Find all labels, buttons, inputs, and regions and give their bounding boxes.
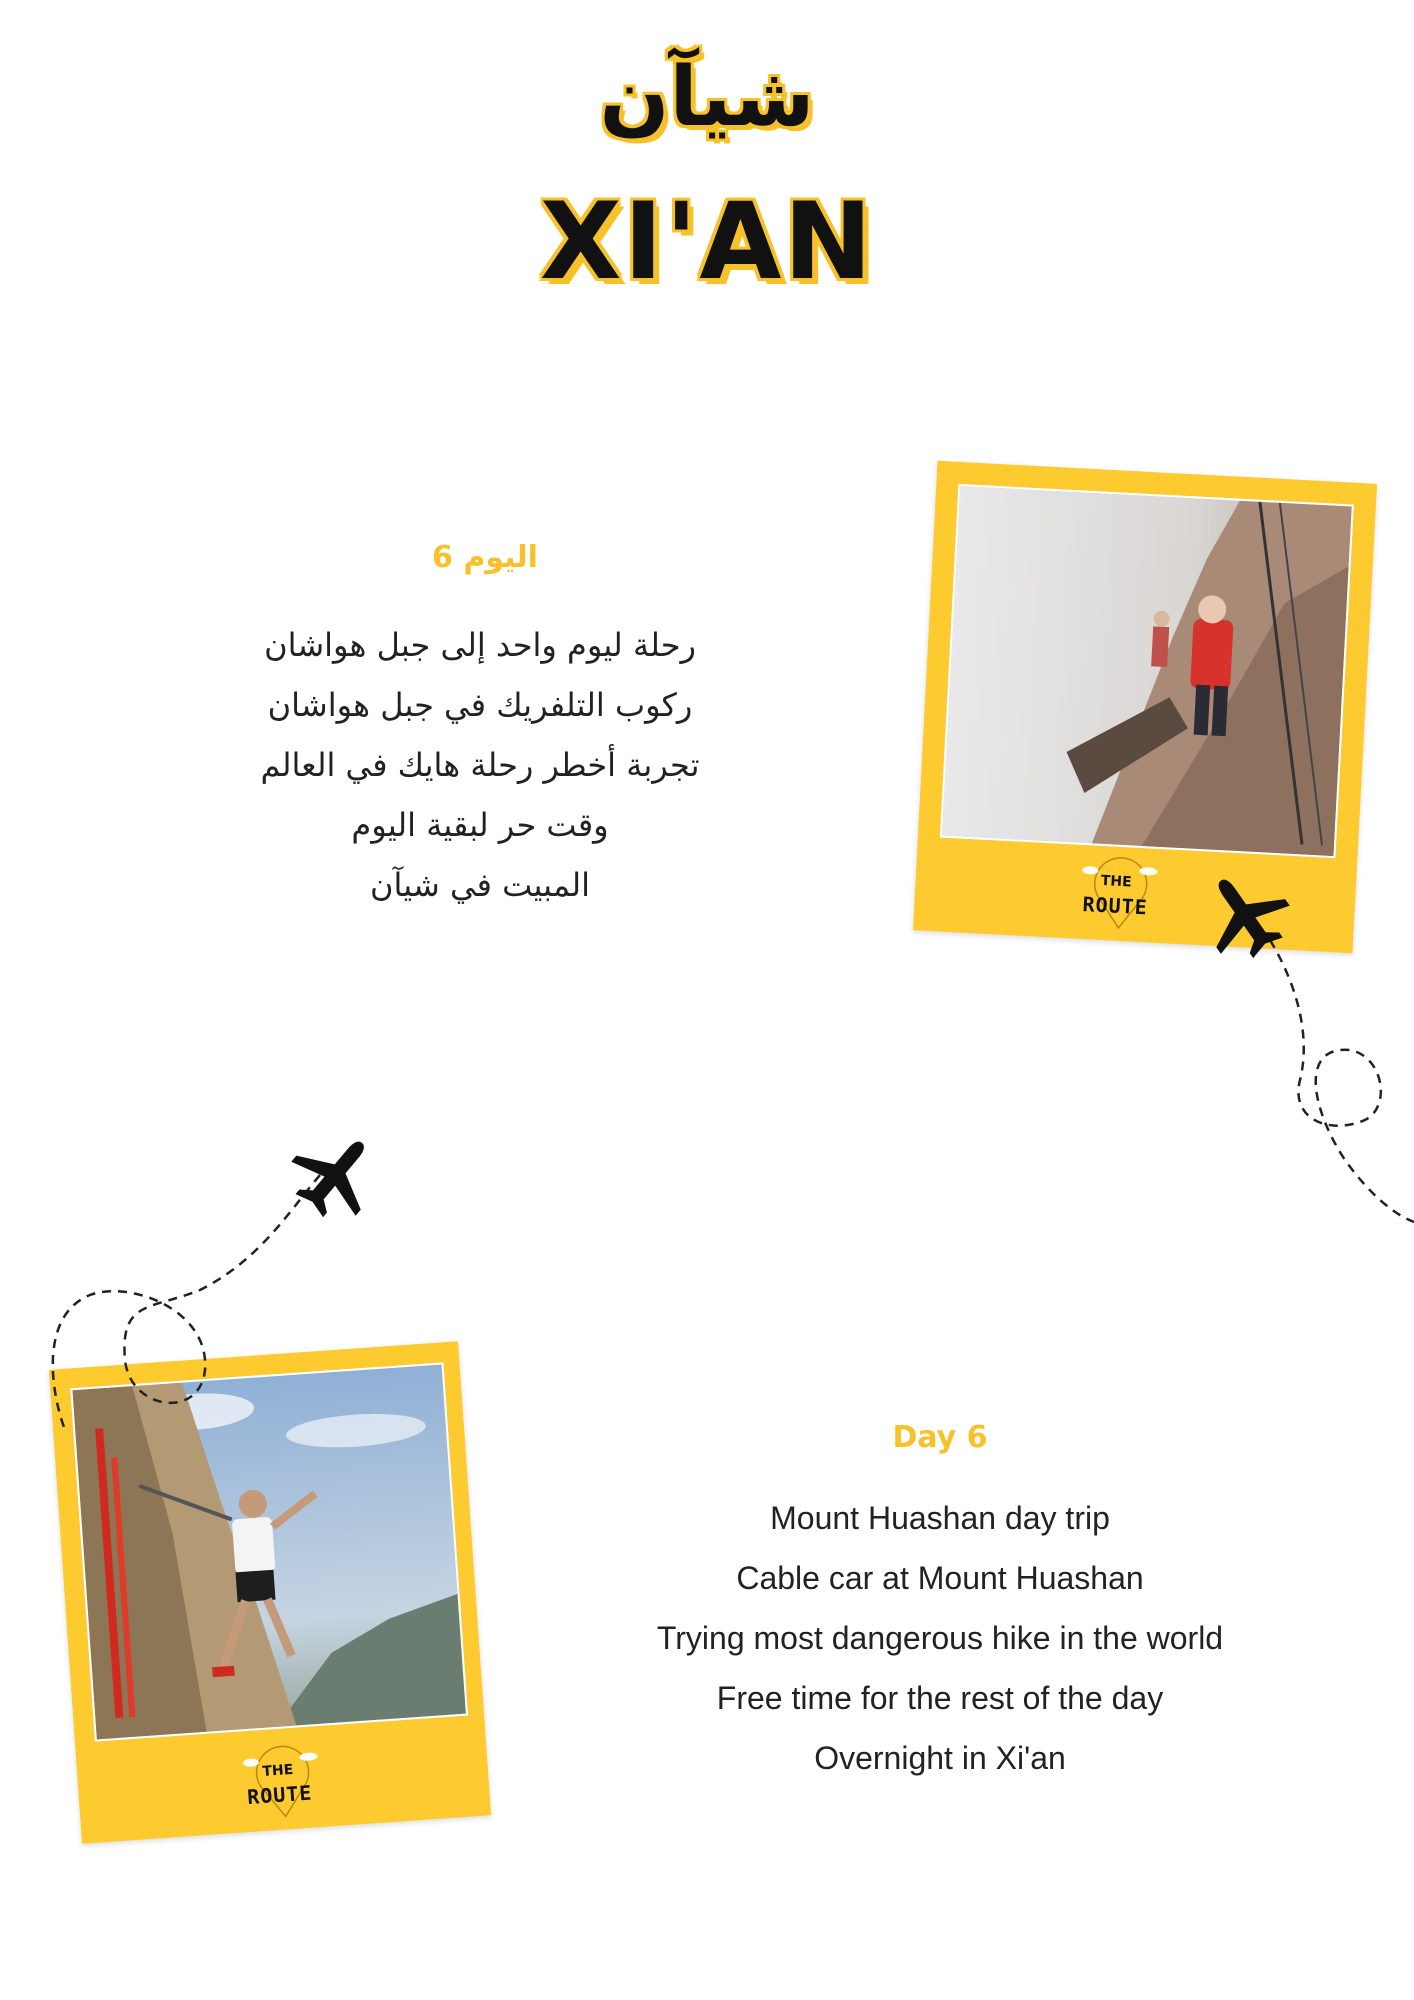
route-logo: [236, 1741, 331, 1822]
page-title-english: XI'AN: [539, 180, 875, 303]
photo-illustration: [72, 1364, 466, 1739]
airplane-icon: [277, 1116, 394, 1233]
list-item: Cable car at Mount Huashan: [736, 1560, 1144, 1596]
list-item: المبيت في شيآن: [370, 866, 590, 904]
list-item: وقت حر لبقية اليوم: [351, 806, 609, 844]
itinerary-list-arabic: [220, 615, 740, 915]
list-item: Overnight in Xi'an: [814, 1740, 1066, 1776]
list-item: ركوب التلفريك في جبل هواشان: [267, 686, 693, 724]
photo-cliff-walkway: [940, 484, 1354, 858]
route-logo: [1073, 854, 1167, 934]
logo-text-route: ROUTE: [246, 1780, 314, 1810]
day-heading-english: Day 6: [892, 1420, 988, 1455]
list-item: Trying most dangerous hike in the world: [656, 1620, 1224, 1656]
day-heading-arabic: اليوم 6: [432, 540, 538, 575]
list-item: Free time for the rest of the day: [716, 1680, 1164, 1716]
photo-illustration: [942, 486, 1352, 856]
photo-cliff-climber: [70, 1362, 468, 1741]
photo-frame-huashan-chains: [49, 1341, 491, 1843]
logo-text-the: THE: [261, 1761, 294, 1780]
page-title-arabic: شيآن: [599, 50, 815, 145]
list-item: رحلة ليوم واحد إلى جبل هواشان: [264, 626, 696, 664]
dashed-flight-path-right: [1270, 940, 1414, 1222]
logo-text-the: THE: [1100, 872, 1133, 891]
photo-frame-huashan-plank-walk: [913, 461, 1377, 953]
itinerary-list-english: [600, 1488, 1280, 1788]
logo-text-route: ROUTE: [1081, 892, 1149, 920]
list-item: Mount Huashan day trip: [770, 1500, 1110, 1536]
list-item: تجربة أخطر رحلة هايك في العالم: [260, 746, 700, 784]
